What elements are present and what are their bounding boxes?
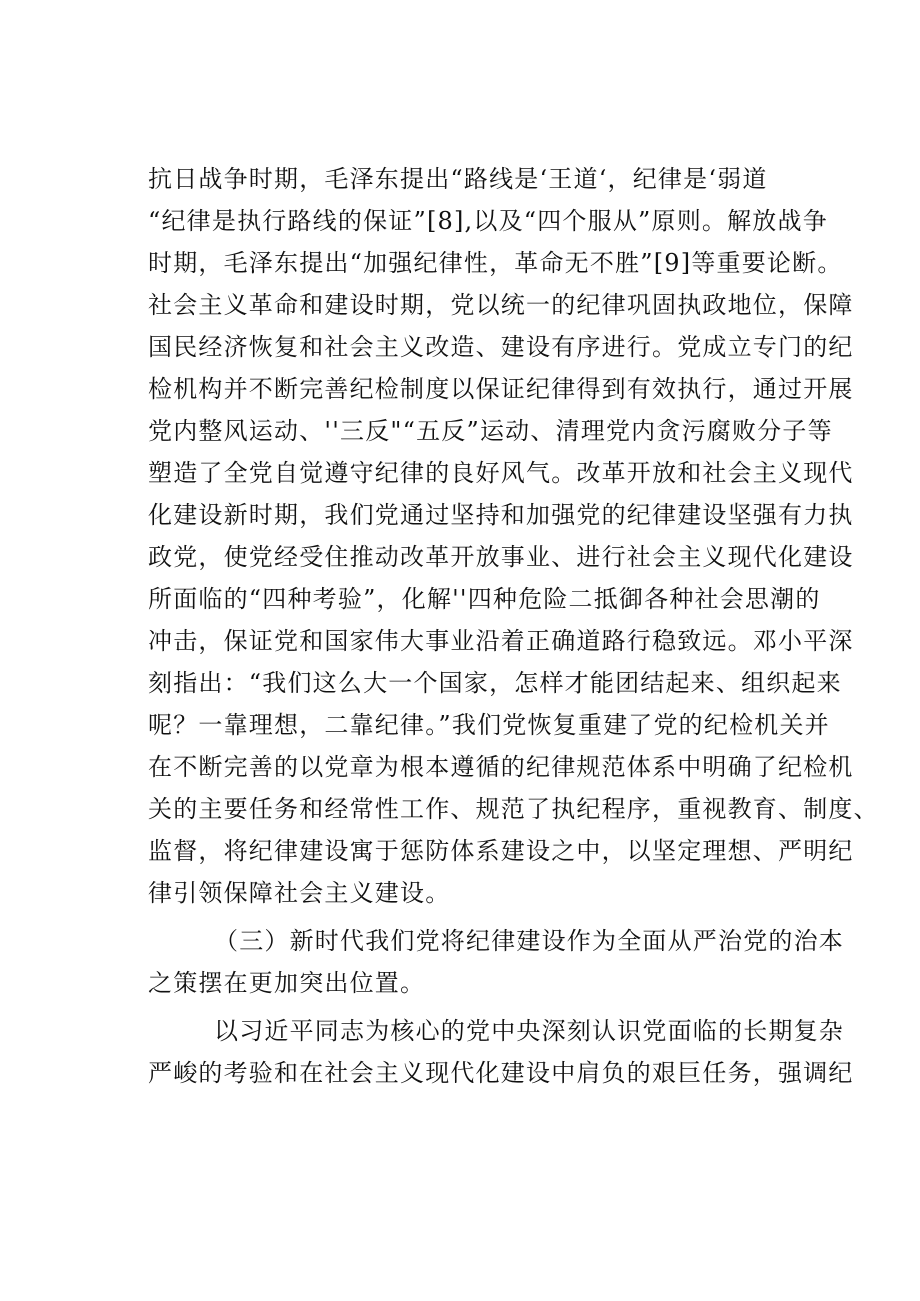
body-text [148,158,879,1094]
section-heading-line-2: 之策摆在更加突出位置。 [148,969,426,997]
section-heading-line-1: （三）新时代我们党将纪律建设作为全面从严治党的治本 [214,927,844,955]
text-line-9: 化建设新时期，我们党通过坚持和加强党的纪律建设坚强有力执 [148,501,854,529]
text-line-14: 呢？一靠理想，二靠纪律。”我们党恢复重建了党的纪检机关并 [148,711,830,739]
paragraph-line-1: 以习近平同志为核心的党中央深刻认识党面临的长期复杂 [214,1017,844,1045]
text-line-2: “纪律是执行路线的保证”[8],以及“四个服从”原则。解放战争 [148,207,828,235]
text-line-4: 社会主义革命和建设时期，党以统一的纪律巩固执政地位，保障 [148,291,854,319]
text-line-16: 关的主要任务和经常性工作、规范了执纪程序，重视教育、制度、 [148,795,879,823]
text-line-12: 冲击，保证党和国家伟大事业沿着正确道路行稳致远。邓小平深 [148,627,854,655]
text-line-11: 所面临的“四种考验”，化解''四种危险二抵御各种社会思潮的 [148,585,821,613]
text-line-17: 监督，将纪律建设寓于惩防体系建设之中，以坚定理想、严明纪 [148,837,854,865]
text-line-13: 刻指出：“我们这么大一个国家，怎样才能团结起来、组织起来 [148,669,842,697]
text-line-3: 时期，毛泽东提出“加强纪律性，革命无不胜”[9]等重要论断。 [148,249,843,277]
paragraph-line-2: 严峻的考验和在社会主义现代化建设中肩负的艰巨任务，强调纪 [148,1059,854,1087]
text-line-1: 抗日战争时期，毛泽东提出“路线是‘王道‘，纪律是‘弱道 [148,165,768,193]
text-line-10: 政党，使党经受住推动改革开放事业、进行社会主义现代化建设 [148,543,854,571]
text-line-7: 党内整风运动、''三反"“五反”运动、清理党内贪污腐败分子等 [148,417,833,445]
text-line-8: 塑造了全党自觉遵守纪律的良好风气。改革开放和社会主义现代 [148,459,854,487]
text-line-5: 国民经济恢复和社会主义改造、建设有序进行。党成立专门的纪 [148,333,854,361]
text-line-18: 律引领保障社会主义建设。 [148,879,451,907]
text-line-15: 在不断完善的以党章为根本遵循的纪律规范体系中明确了纪检机 [148,753,854,781]
text-line-6: 检机构并不断完善纪检制度以保证纪律得到有效执行，通过开展 [148,375,854,403]
